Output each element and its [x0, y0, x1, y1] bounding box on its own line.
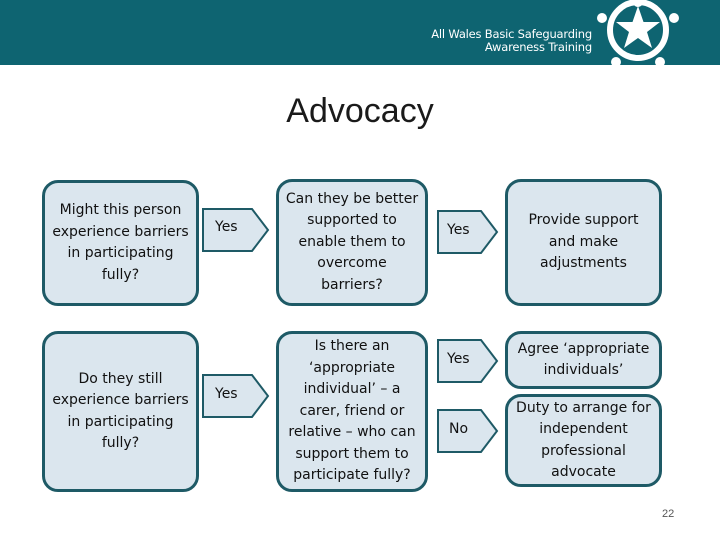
arrow-label-yes-4: Yes — [447, 351, 470, 367]
question-text-still-barriers: Do they still experience barriers in participating fully? — [52, 370, 189, 451]
arrow-label-yes-2: Yes — [447, 222, 470, 238]
brand-text — [431, 28, 592, 54]
question-box-still-barriers — [42, 331, 199, 492]
question-text-better-support: Can they be better supported to enable them to overcome barriers? — [285, 190, 419, 293]
result-box-support — [505, 179, 662, 306]
result-box-appropriate-individuals — [505, 331, 662, 389]
arrow-label-yes-1: Yes — [215, 219, 238, 235]
brand-line-2: Awareness Training — [484, 40, 592, 54]
question-text-appropriate-individual: Is there an ‘appropriate individual’ – a carer, friend or relative – who can support them to participate fully? — [288, 338, 416, 484]
arrow-label-no: No — [449, 421, 469, 437]
result-text-appropriate-individuals: Agree ‘appropriate individuals’ — [517, 340, 650, 378]
result-text-support: Provide support and make adjustments — [528, 212, 639, 272]
star-logo-icon — [590, 0, 686, 70]
question-box-barriers — [42, 180, 199, 306]
result-text-advocate: Duty to arrange for independent professional advocate — [516, 399, 651, 480]
header-banner — [0, 0, 720, 65]
page-number: 22 — [662, 508, 675, 520]
question-text-barriers: Might this person experience barriers in participating fully? — [52, 202, 189, 283]
question-box-appropriate-individual — [276, 331, 428, 492]
brand-line-1: All Wales Basic Safeguarding — [431, 27, 592, 41]
question-box-better-support — [276, 179, 428, 306]
arrow-label-yes-3: Yes — [215, 386, 238, 402]
result-box-advocate — [505, 394, 662, 487]
page-title: Advocacy — [286, 92, 434, 130]
